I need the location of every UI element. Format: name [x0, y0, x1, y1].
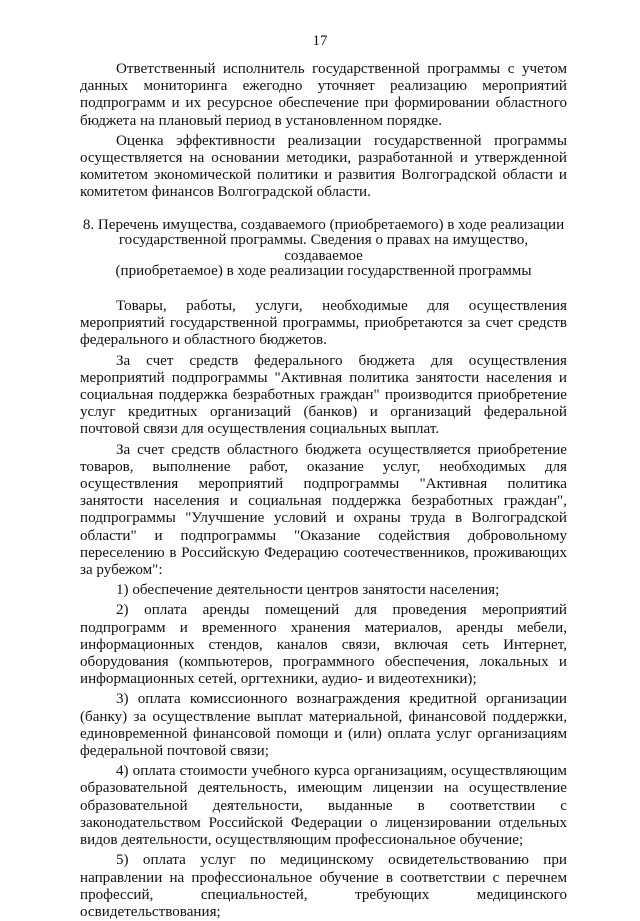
list-item-4: 4) оплата стоимости учебного курса организациям, осуществляющим образовательной деятельность, имеющим лицензии на осуществление образовательной деятельности, выданные в соответствии с законодательством Российской Федерации о лицензировании отдельных видов деятельности, осуществляющим профессиональное обучение;: [80, 763, 567, 849]
document-body: [80, 61, 567, 921]
list-item-2: 2) оплата аренды помещений для проведения мероприятий подпрограмм и временного хранения материалов, аренды мебели, информационных стендов, каналов связи, включая сеть Интернет, оборудования (компьютеров, программного обеспечения, локальных и информационных сетей, оргтехники, аудио- и видеотехники);: [80, 602, 567, 688]
paragraph-efficiency-evaluation: Оценка эффективности реализации государственной программы осуществляется на основании методики, разработанной и утвержденной комитетом экономической политики и развития Волгоградской области и комитетом финансов Волгоградской области.: [80, 132, 567, 201]
list-item-5: 5) оплата услуг по медицинскому освидетельствованию при направлении на профессиональное обучение в соответствии с перечнем профессий, специальностей, требующих медицинского освидетельствования;: [80, 852, 567, 920]
section-heading-line: государственной программы. Сведения о правах на имущество, создаваемое: [118, 232, 529, 264]
section-heading-line: (приобретаемое) в ходе реализации государственной программы: [115, 263, 532, 280]
paragraph-regional-budget: За счет средств областного бюджета осуществляется приобретение товаров, выполнение работ, оказание услуг, необходимых для осуществления мероприятий подпрограммы "Активная политика занятости населения и социальная поддержка безработных граждан", подпрограммы "Улучшение условий и охраны труда в Волгоградской области" и подпрограммы "Оказание содействия добровольному переселению в Российскую Федерацию соотечественников, проживающих за рубежом":: [80, 441, 567, 579]
section-heading: [80, 218, 567, 280]
paragraph-goods-funding: Товары, работы, услуги, необходимые для осуществления мероприятий государственной программы, приобретаются за счет средств федерального и областного бюджетов.: [80, 298, 567, 349]
list-item-3: 3) оплата комиссионного вознаграждения кредитной организации (банку) за осуществление выплат материальной, финансовой поддержки, единовременной финансовой помощи и (или) оплата услуг организациям федеральной почтовой связи;: [80, 691, 567, 760]
paragraph-federal-budget: За счет средств федерального бюджета для осуществления мероприятий подпрограммы "Активная политика занятости населения и социальная поддержка безработных граждан" производится приобретение услуг кредитных организаций (банков) и организаций федеральной почтовой связи для осуществления социальных выплат.: [80, 352, 567, 438]
page-number: 17: [312, 33, 328, 49]
list-item-1: 1) обеспечение деятельности центров занятости населения;: [116, 582, 500, 599]
section-heading-line: 8. Перечень имущества, создаваемого (приобретаемого) в ходе реализации: [82, 216, 565, 233]
paragraph-responsible-executor: Ответственный исполнитель государственной программы с учетом данных мониторинга ежегодно уточняет реализацию мероприятий подпрограмм и их ресурсное обеспечение при формировании областного бюджета на плановый период в установленном порядке.: [80, 61, 567, 129]
